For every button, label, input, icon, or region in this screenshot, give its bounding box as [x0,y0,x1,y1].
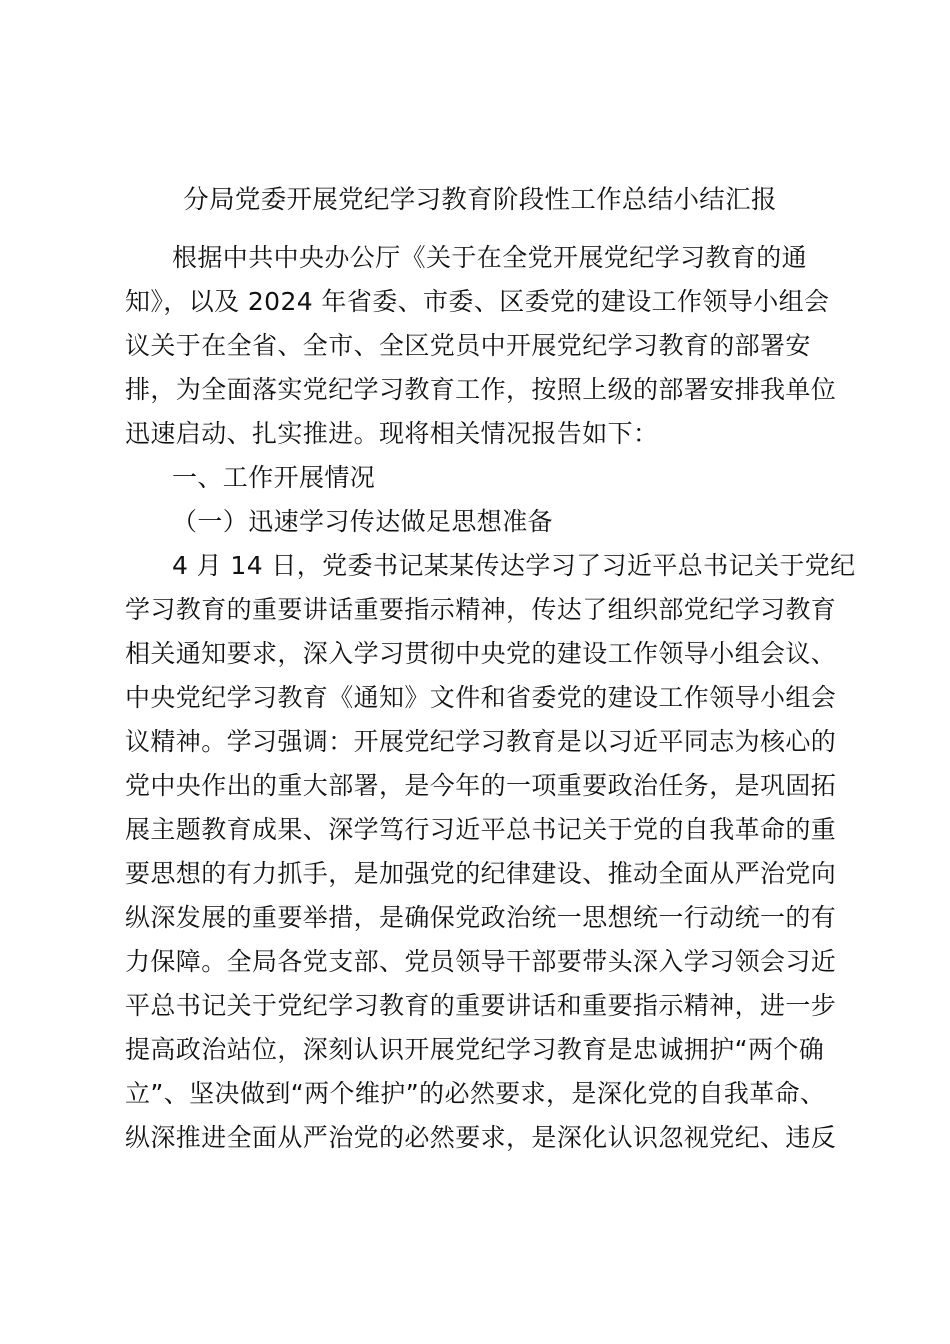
paragraph-line: 相关通知要求，深入学习贯彻中央党的建设工作领导小组会议、 [125,639,837,668]
paragraph-line: 排，为全面落实党纪学习教育工作，按照上级的部署安排我单位 [125,375,837,404]
paragraph-line: 力保障。全局各党支部、党员领导干部要带头深入学习领会习近 [125,947,837,976]
paragraph-line: 提高政治站位，深刻认识开展党纪学习教育是忠诚拥护“两个确 [125,1035,825,1064]
paragraph-line: 知》，以及 2024 年省委、市委、区委党的建设工作领导小组会 [125,287,830,316]
section-heading: 一、工作开展情况 [172,463,376,492]
paragraph-line: 要思想的有力抓手，是加强党的纪律建设、推动全面从严治党向 [125,859,837,888]
paragraph-line: 党中央作出的重大部署，是今年的一项重要政治任务，是巩固拓 [125,771,837,800]
paragraph-line: 4 月 14 日，党委书记某某传达学习了习近平总书记关于党纪 [172,551,856,580]
paragraph-line: 中央党纪学习教育《通知》文件和省委党的建设工作领导小组会 [125,683,837,712]
paragraph-line: 议关于在全省、全市、全区党员中开展党纪学习教育的部署安 [125,331,811,360]
paragraph-line: 根据中共中央办公厅《关于在全党开展党纪学习教育的通 [172,243,808,272]
paragraph-line: 学习教育的重要讲话重要指示精神，传达了组织部党纪学习教育 [125,595,837,624]
paragraph-line: 纵深发展的重要举措，是确保党政治统一思想统一行动统一的有 [125,903,837,932]
paragraph-line: 迅速启动、扎实推进。现将相关情况报告如下： [125,419,659,448]
paragraph-line: 展主题教育成果、深学笃行习近平总书记关于党的自我革命的重 [125,815,837,844]
document-title: 分局党委开展党纪学习教育阶段性工作总结小结汇报 [183,185,777,215]
paragraph-line: 平总书记关于党纪学习教育的重要讲话和重要指示精神，进一步 [125,991,837,1020]
paragraph-line: 纵深推进全面从严治党的必然要求，是深化认识忽视党纪、违反 [125,1123,837,1152]
paragraph-line: 议精神。学习强调：开展党纪学习教育是以习近平同志为核心的 [125,727,837,756]
subsection-heading: （一）迅速学习传达做足思想准备 [172,507,554,536]
paragraph-line: 立”、坚决做到“两个维护”的必然要求，是深化党的自我革命、 [125,1079,826,1108]
